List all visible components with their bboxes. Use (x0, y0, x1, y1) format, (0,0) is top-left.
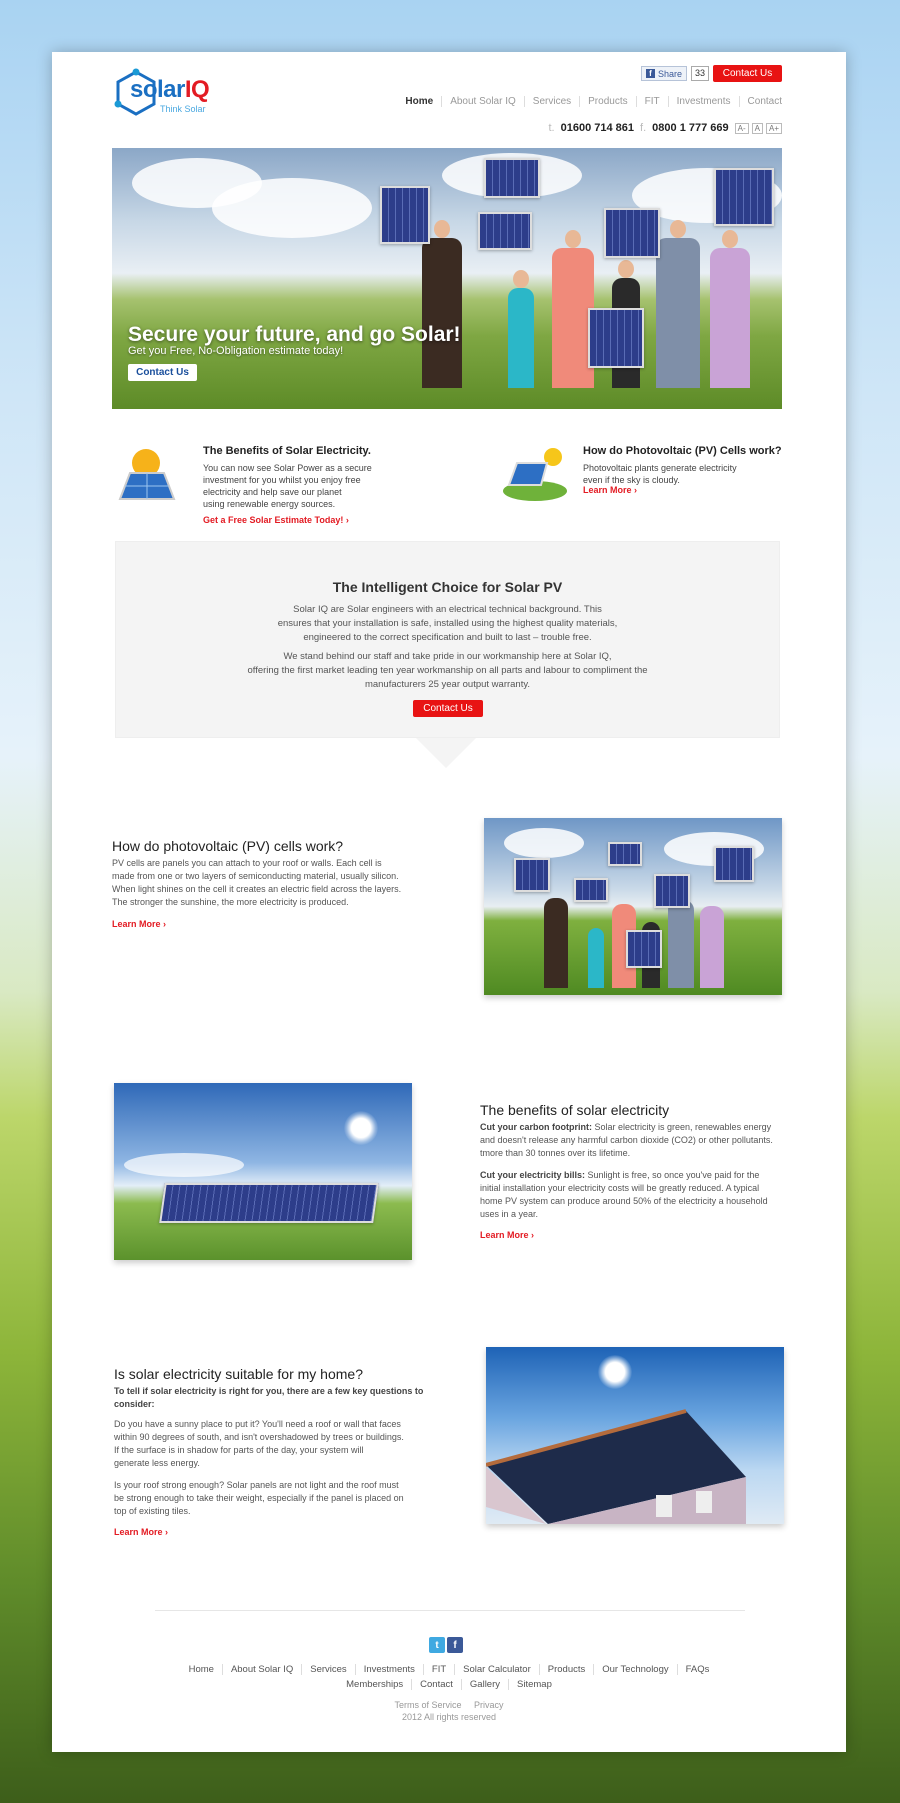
feature-pv-line: even if the sky is cloudy. (583, 475, 680, 485)
nav-services[interactable]: Services (524, 96, 579, 107)
section-suitable-line: If the surface is in shadow for parts of the day, your system will (114, 1445, 364, 1455)
section-suitable-p2 (114, 1479, 404, 1518)
sun-panel-icon (112, 445, 180, 507)
feature-pv-title: How do Photovoltaic (PV) Cells work? (583, 445, 782, 457)
footer-legal-links (52, 1700, 846, 1710)
image-person (588, 928, 604, 988)
footer-link-sitemap[interactable]: Sitemap (517, 1679, 552, 1690)
free-estimate-label: Get a Free Solar Estimate Today! (203, 515, 344, 525)
footer-link-faqs[interactable]: FAQs (685, 1664, 710, 1675)
section-benefits-line: Solar electricity is green, renewables energy (592, 1122, 772, 1132)
chevron-right-icon: › (160, 919, 167, 929)
share-count: 33 (691, 66, 709, 81)
solar-panel (478, 212, 532, 250)
hero-cloud (212, 178, 372, 238)
section-pv-line: When light shines on the cell it creates an electric field across the layers. (112, 884, 402, 894)
font-increase-button[interactable]: A+ (766, 123, 782, 134)
free-estimate-link[interactable] (203, 515, 349, 525)
image-person (668, 900, 694, 988)
section-suitable-line: top of existing tiles. (114, 1506, 191, 1516)
footer-link-gallery[interactable]: Gallery (462, 1679, 509, 1690)
image-cloud (124, 1153, 244, 1177)
hero-person-head (618, 260, 634, 278)
hero-person (710, 248, 750, 388)
main-nav (397, 96, 782, 107)
facebook-share-button[interactable] (641, 66, 687, 81)
image-solar-panel (514, 858, 550, 892)
intro-line: manufacturers 25 year output warranty. (364, 679, 531, 690)
intro-line: ensures that your installation is safe, installed using the highest quality materials, (277, 618, 618, 629)
image-solar-panel (626, 930, 662, 968)
section-suitable-line: within 90 degrees of south, and isn't overshadowed by trees or buildings. (114, 1432, 404, 1442)
section-suitable-line: consider: (114, 1399, 155, 1409)
chevron-right-icon: › (631, 485, 638, 495)
benefit-carbon-label: Cut your carbon footprint: (480, 1122, 592, 1132)
phone-number-t: 01600 714 861 (560, 122, 635, 134)
section-suitable-line: be strong enough to take their weight, especially if the panel is placed on (114, 1493, 404, 1503)
section-benefits-line: home PV system can produce around 50% of the electricity a household (480, 1196, 768, 1206)
image-cloud (504, 828, 584, 858)
intro-line: engineered to the correct specification and built to last – trouble free. (303, 632, 592, 643)
section-suitable-lead (114, 1385, 423, 1411)
facebook-icon[interactable]: f (447, 1637, 463, 1653)
footer-link-contact[interactable]: Contact (412, 1679, 462, 1690)
section-suitable-line: To tell if solar electricity is right for you, there are a few key questions to (114, 1386, 424, 1396)
intro-paragraph-2 (116, 650, 779, 692)
logo-accent: IQ (184, 76, 210, 103)
font-reset-button[interactable]: A (752, 123, 763, 134)
phone-number-f: 0800 1 777 669 (652, 122, 729, 134)
image-person (700, 906, 724, 988)
section-benefits-line: and doesn't release any harmful carbon dioxide (CO2) or other pollutants. (480, 1135, 773, 1145)
section-suitable-line: Is your roof strong enough? Solar panels are not light and the roof must (114, 1480, 399, 1490)
nav-investments[interactable]: Investments (668, 96, 739, 107)
twitter-icon[interactable]: t (429, 1637, 445, 1653)
section-suitable-p1 (114, 1418, 404, 1470)
chevron-right-icon: › (162, 1527, 169, 1537)
pv-learn-more-label: Learn More (583, 485, 632, 495)
section-benefits-line: Sunlight is free, so once you've paid for the (585, 1170, 760, 1180)
chevron-right-icon: › (343, 515, 349, 525)
intro-line: offering the first market leading ten year workmanship on all parts and labour to compliment the (247, 665, 648, 676)
nav-fit[interactable]: FIT (636, 96, 668, 107)
image-solar-panel (714, 846, 754, 882)
feature-benefits-text (203, 462, 372, 510)
header-contact-button[interactable]: Contact Us (713, 65, 782, 82)
feature-benefits-title: The Benefits of Solar Electricity. (203, 445, 371, 457)
section-suitable-line: Do you have a sunny place to put it? You'll need a roof or wall that faces (114, 1419, 401, 1429)
intro-contact-button[interactable]: Contact Us (413, 700, 483, 717)
section-pv-title: How do photovoltaic (PV) cells work? (112, 838, 344, 854)
intro-line: Solar IQ are Solar engineers with an electrical technical background. This (293, 604, 602, 615)
nav-products[interactable]: Products (579, 96, 635, 107)
section-suitable-learn-more-link[interactable] (114, 1527, 168, 1537)
section-benefits-p1 (480, 1121, 773, 1160)
chevron-right-icon: › (528, 1230, 535, 1240)
nav-contact[interactable]: Contact (739, 96, 782, 107)
footer-link-technology[interactable]: Our Technology (594, 1664, 677, 1675)
sun-icon (344, 1111, 378, 1145)
hero-person-head (434, 220, 450, 238)
intro-title: The Intelligent Choice for Solar PV (332, 579, 563, 595)
solar-panel (588, 308, 644, 368)
hero-person-head (722, 230, 738, 248)
intro-paragraph-1 (116, 603, 779, 645)
footer-link-fit[interactable]: FIT (424, 1664, 455, 1675)
hero-subtitle: Get you Free, No-Obligation estimate today! (128, 345, 344, 357)
phone-bar (549, 122, 783, 134)
section-pv-learn-more-link[interactable] (112, 919, 166, 929)
section-benefits-line: initial installation your electricity costs will be greatly reduced. A typical (480, 1183, 760, 1193)
solar-panel (380, 186, 430, 244)
section-pv-line: PV cells are panels you can attach to your roof or walls. Each cell is (112, 858, 382, 868)
share-widget (641, 66, 709, 81)
footer-divider (155, 1610, 745, 1611)
phone-t-prefix: t. (548, 122, 555, 134)
page-container (52, 52, 846, 1752)
nav-home[interactable]: Home (405, 96, 434, 107)
section-benefits-line: tmore than 30 tonnes over its lifetime. (480, 1148, 631, 1158)
image-solar-panel (654, 874, 690, 908)
section-pv-line: made from one or two layers of semiconducting material, usually silicon. (112, 871, 399, 881)
footer-link-calculator[interactable]: Solar Calculator (455, 1664, 540, 1675)
feature-benefits-line: You can now see Solar Power as a secure (203, 463, 372, 473)
panel-on-hill-icon (499, 445, 571, 501)
section-suitable-line: generate less energy. (114, 1458, 200, 1468)
logo-name: solar (130, 76, 185, 103)
image-solar-panel (608, 842, 642, 866)
feature-benefits-line: investment for you whilst you enjoy free (203, 475, 361, 485)
share-label: Share (658, 68, 683, 79)
image-person (544, 898, 568, 988)
sun-icon (598, 1355, 632, 1389)
footer-link-memberships[interactable]: Memberships (338, 1679, 412, 1690)
family-panels-image (484, 818, 782, 995)
section-benefits-learn-more-link[interactable] (480, 1230, 534, 1240)
section-suitable-title: Is solar electricity suitable for my home? (114, 1366, 363, 1382)
hero-contact-button[interactable]: Contact Us (128, 364, 197, 381)
intro-pointer (416, 738, 476, 768)
hero-person (422, 238, 462, 388)
social-links (429, 1637, 463, 1653)
section-suitable-learn-more-label: Learn More (114, 1527, 163, 1537)
footer-link-services[interactable]: Services (302, 1664, 355, 1675)
logo-text (130, 76, 209, 104)
solar-panel (714, 168, 774, 226)
copyright: 2012 All rights reserved (401, 1712, 497, 1722)
footer-link-about[interactable]: About Solar IQ (223, 1664, 302, 1675)
house-illustration-icon (486, 1407, 784, 1524)
footer-link-investments[interactable]: Investments (356, 1664, 424, 1675)
solar-panel (484, 158, 540, 198)
pv-learn-more-link[interactable] (583, 485, 637, 495)
hero-banner (112, 148, 782, 409)
feature-pv-line: Photovoltaic plants generate electricity (583, 463, 737, 473)
font-decrease-button[interactable]: A- (735, 123, 749, 134)
benefit-bills-label: Cut your electricity bills: (480, 1170, 586, 1180)
image-solar-array (159, 1183, 379, 1223)
nav-about[interactable]: About Solar IQ (441, 96, 524, 107)
feature-pv-text (583, 462, 737, 486)
logo-tagline: Think Solar (160, 104, 206, 114)
section-benefits-title: The benefits of solar electricity (480, 1102, 670, 1118)
feature-benefits-line: using renewable energy sources. (203, 499, 336, 509)
hero-person-head (565, 230, 581, 248)
hero-person (508, 288, 534, 388)
privacy-link[interactable]: Privacy (474, 1700, 504, 1710)
footer-link-products[interactable]: Products (540, 1664, 595, 1675)
hero-person-head (670, 220, 686, 238)
footer-nav-row-1 (52, 1664, 846, 1675)
phone-f-prefix: f. (640, 122, 647, 134)
field-panels-image (114, 1083, 412, 1260)
solar-panel (604, 208, 660, 258)
section-benefits-line: uses in a year. (480, 1209, 539, 1219)
section-benefits-learn-more-label: Learn More (480, 1230, 529, 1240)
hero-title: Secure your future, and go Solar! (128, 323, 461, 346)
intro-box (115, 541, 780, 738)
hero-person-head (513, 270, 529, 288)
footer-nav-row-2 (52, 1679, 846, 1690)
section-pv-text (112, 857, 401, 909)
section-pv-learn-more-label: Learn More (112, 919, 161, 929)
house-roof-image (486, 1347, 784, 1524)
feature-benefits-line: electricity and help save our planet (203, 487, 342, 497)
section-pv-line: The stronger the sunshine, the more electricity is produced. (112, 897, 349, 907)
hero-person (656, 238, 700, 388)
facebook-icon: f (646, 69, 655, 78)
intro-line: We stand behind our staff and take pride in our workmanship here at Solar IQ, (283, 651, 612, 662)
section-benefits-p2 (480, 1169, 768, 1221)
terms-link[interactable]: Terms of Service (394, 1700, 462, 1710)
image-solar-panel (574, 878, 608, 902)
footer-link-home[interactable]: Home (181, 1664, 223, 1675)
